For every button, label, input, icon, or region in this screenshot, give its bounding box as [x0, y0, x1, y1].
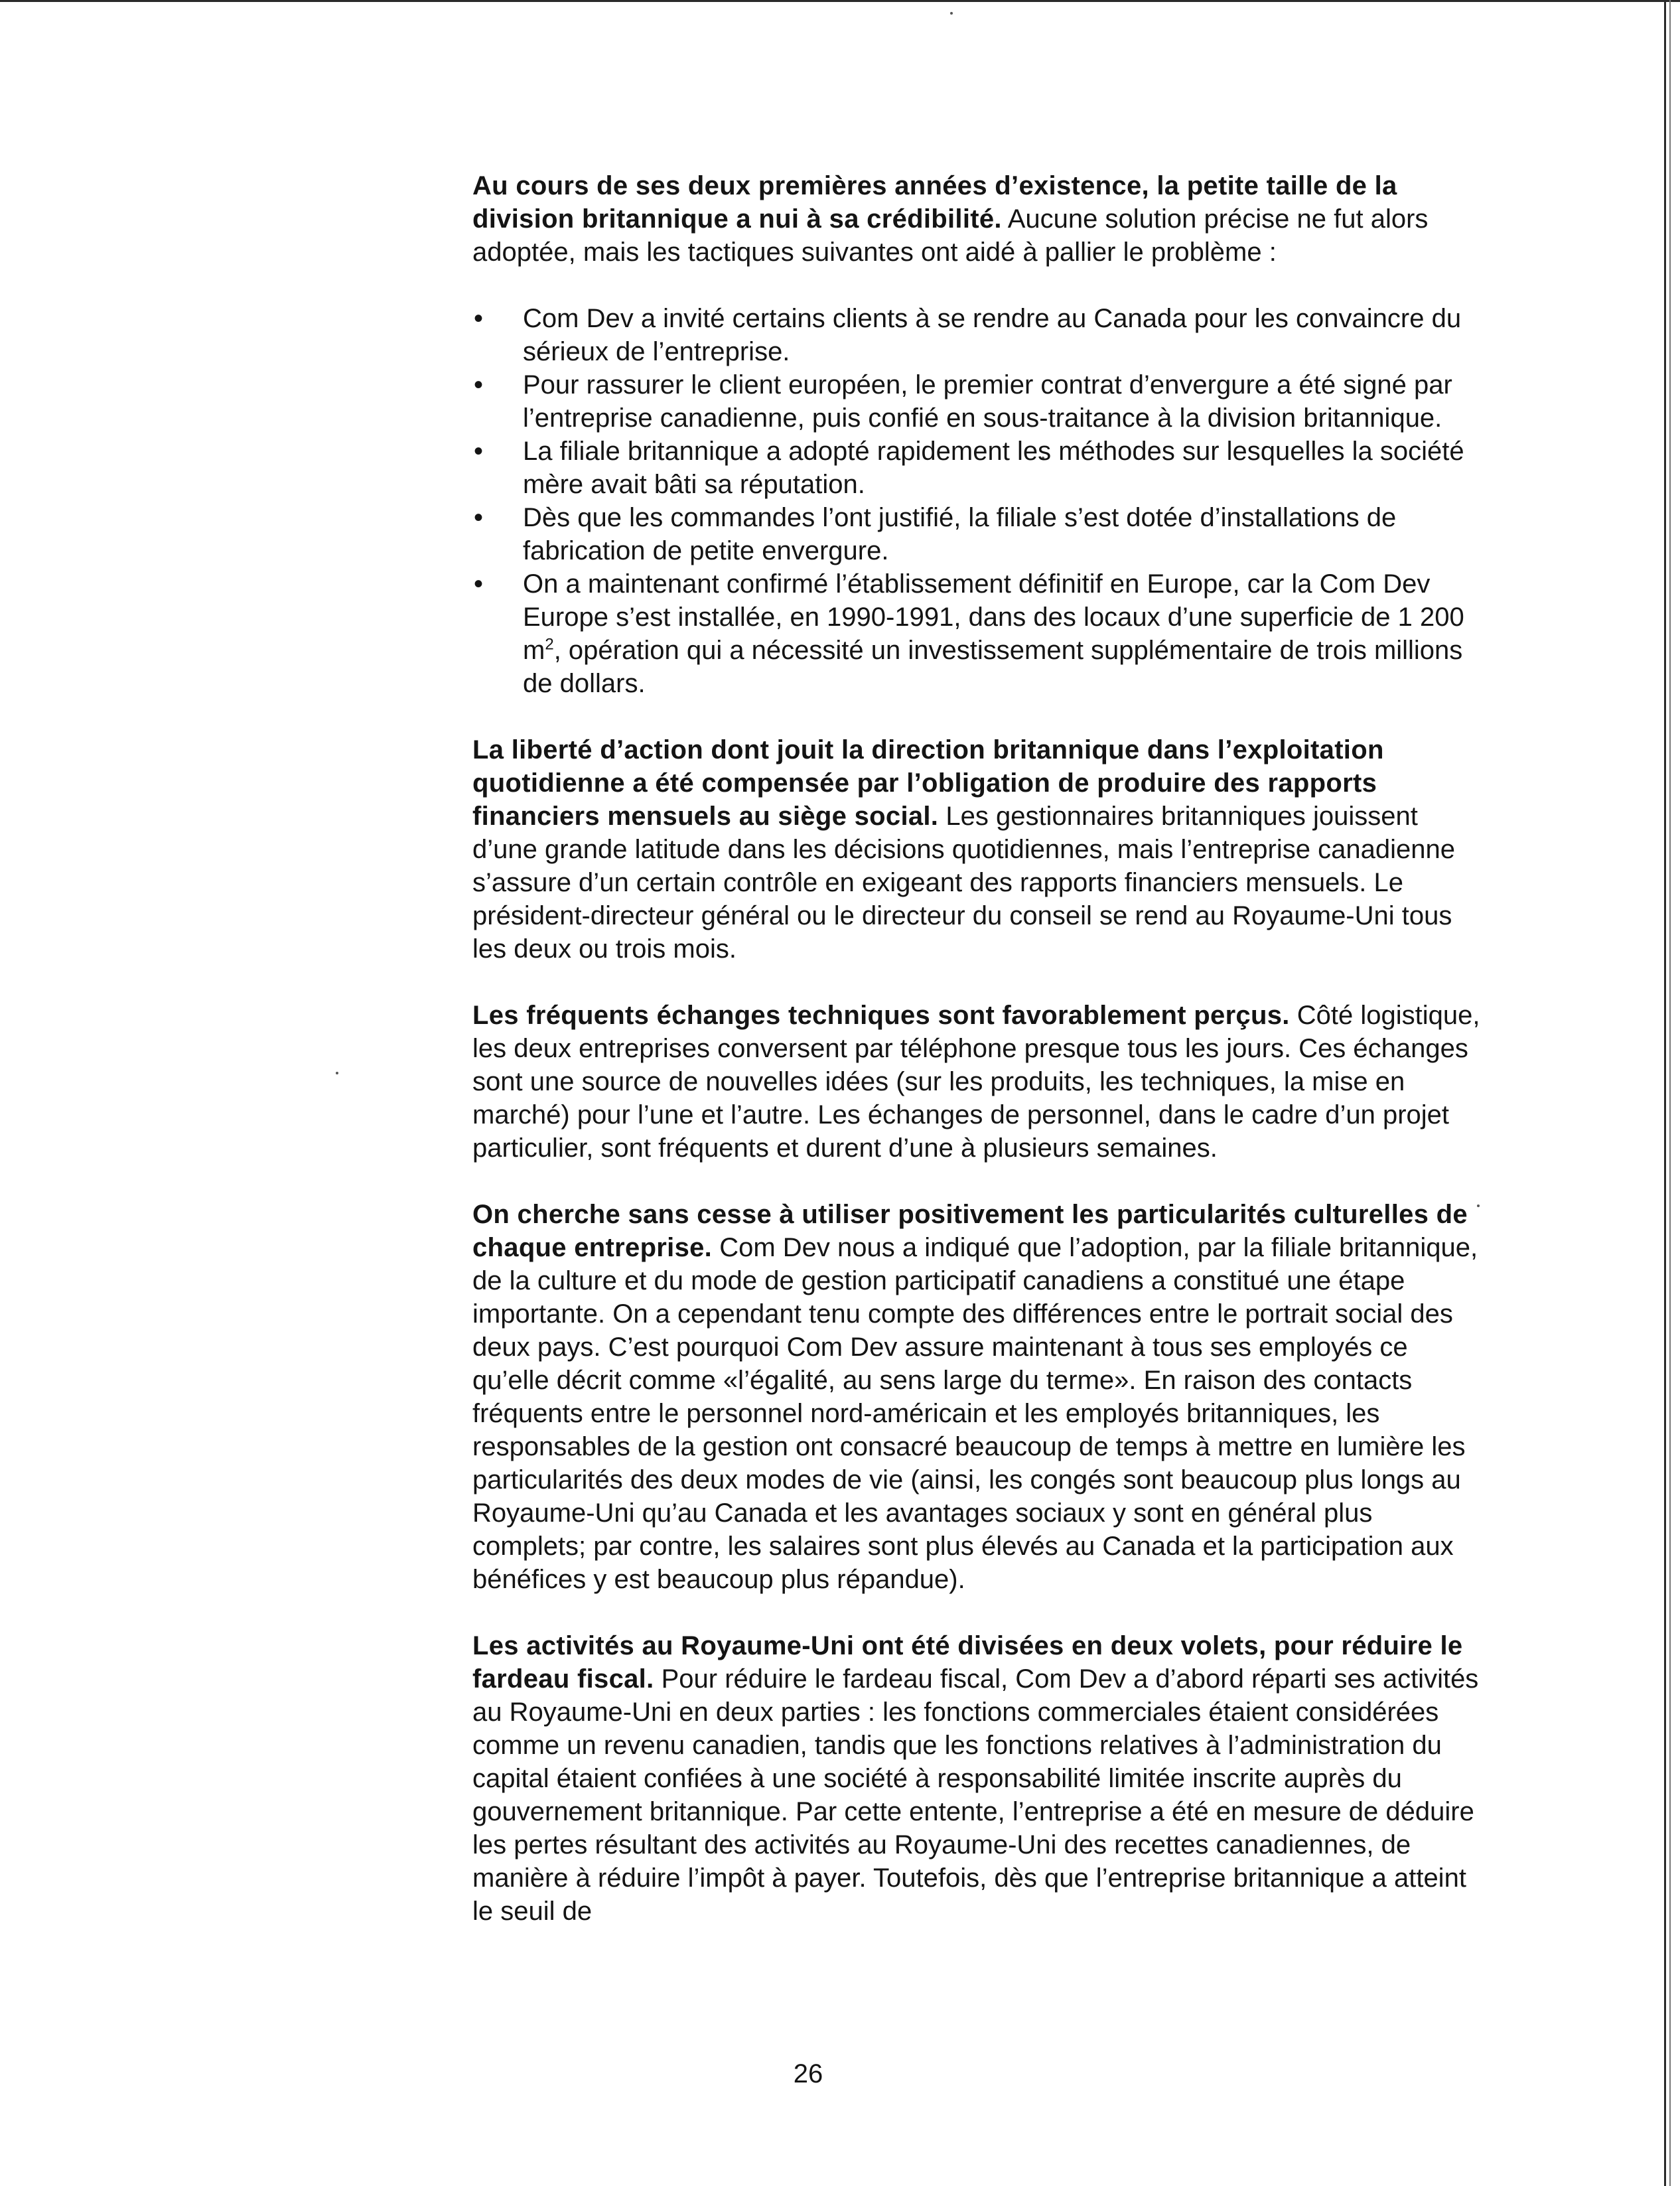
paragraph-tax — [472, 1629, 1481, 1928]
bullet-icon: • — [474, 437, 484, 466]
list-item-text: Pour rassurer le client européen, le premier contrat d’envergure a été signé par l’entreprise canadienne, puis confié en sous-traitance à la division britannique. — [523, 370, 1452, 433]
paragraph-heading: Les activités au Royaume-Uni ont été divisées en deux volets, pour réduire le fardeau fiscal. — [472, 1631, 1463, 1694]
bullet-icon: • — [474, 370, 484, 400]
paragraph-heading: Au cours de ses deux premières années d’existence, la petite taille de la division britannique a nui à sa crédibilité. — [472, 171, 1397, 234]
bullet-icon: • — [474, 569, 484, 599]
list-item-text-after: , opération qui a nécessité un investissement supplémentaire de trois millions de dollars. — [523, 636, 1463, 698]
scan-border-right — [1664, 0, 1666, 2186]
paragraph-text: Com Dev nous a indiqué que l’adoption, par la filiale britannique, de la culture et du mode de gestion participatif canadiens a constitué une étape importante. On a cependant tenu compte des différences entre le portrait social des deux pays. C’est pourquoi Com Dev assure maintenant à tous ses employés ce qu’elle décrit comme «l’égalité, au sens large du terme». En raison des contacts fréquents entre le personnel nord-américain et les employés britanniques, les responsables de la gestion ont consacré beaucoup de temps à mettre en lumière les particularités des deux modes de vie (ainsi, les congés sont beaucoup plus longs au Royaume-Uni qu’au Canada et les avantages sociaux y sont en général plus complets; par contre, les salaires sont plus élevés au Canada et la participation aux bénéfices y est beaucoup plus répandue). — [472, 1233, 1478, 1594]
paragraph-heading: On cherche sans cesse à utiliser positivement les particularités culturelles de chaque entreprise. — [472, 1200, 1468, 1262]
list-item-text-before: On a maintenant confirmé l’établissement définitif en Europe, car la Com Dev Europe s’est installée, en 1990-1991, dans des locaux d’une superficie de 1 200 m — [523, 569, 1464, 665]
tactics-list — [472, 302, 1481, 700]
paragraph-credibility — [472, 169, 1481, 269]
list-item-text: Dès que les commandes l’ont justifié, la filiale s’est dotée d’installations de fabrication de petite envergure. — [523, 503, 1397, 565]
bullet-icon: • — [474, 503, 484, 532]
paragraph-text: Côté logistique, les deux entreprises conversent par téléphone presque tous les jours. Ces échanges sont une source de nouvelles idées (sur les produits, les techniques, la mise en marché) pour l’une et l’autre. Les échanges de personnel, dans le cadre d’un projet particulier, sont fréquents et durent d’une à plusieurs semaines. — [472, 1001, 1480, 1163]
paragraph-heading: Les fréquents échanges techniques sont favorablement perçus. — [472, 1001, 1290, 1030]
scan-speck — [336, 1072, 338, 1074]
scan-speck — [950, 12, 953, 15]
scan-border-top — [0, 0, 1680, 2]
bullet-icon: • — [474, 304, 484, 333]
page-number: 26 — [793, 2059, 823, 2088]
paragraph-culture — [472, 1198, 1481, 1596]
paragraph-exchanges — [472, 999, 1481, 1165]
paragraph-reporting — [472, 733, 1481, 966]
list-item — [472, 501, 1481, 567]
superscript: 2 — [545, 635, 554, 654]
paragraph-text: Les gestionnaires britanniques jouissent d’une grande latitude dans les décisions quotidiennes, mais l’entreprise canadienne s’assure d’un certain contrôle en exigeant des rapports financiers mensuels. Le président-directeur général ou le directeur du conseil se rend au Royaume-Uni tous les deux ou trois mois. — [472, 802, 1455, 964]
list-item-text: Com Dev a invité certains clients à se rendre au Canada pour les convaincre du sérieux de l’entreprise. — [523, 304, 1462, 366]
document-body — [472, 169, 1481, 1961]
list-item — [472, 368, 1481, 435]
list-item — [472, 567, 1481, 700]
list-item — [472, 435, 1481, 501]
paragraph-text: Aucune solution précise ne fut alors adoptée, mais les tactiques suivantes ont aidé à pallier le problème : — [472, 204, 1429, 267]
list-item — [472, 302, 1481, 368]
list-item-text: La filiale britannique a adopté rapidement les méthodes sur lesquelles la société mère avait bâti sa réputation. — [523, 437, 1464, 499]
scan-border-right-inner — [1669, 0, 1671, 2186]
paragraph-heading: La liberté d’action dont jouit la direction britannique dans l’exploitation quotidienne a été compensée par l’obligation de produire des rapports financiers mensuels au siège social. — [472, 735, 1384, 831]
paragraph-text: Pour réduire le fardeau fiscal, Com Dev a d’abord réparti ses activités au Royaume-Uni en deux parties : les fonctions commerciales étaient considérées comme un revenu canadien, tandis que les fonctions relatives à l’administration du capital étaient confiées à une société à responsabilité limitée inscrite auprès du gouvernement britannique. Par cette entente, l’entreprise a été en mesure de déduire les pertes résultant des activités au Royaume-Uni des recettes canadiennes, de manière à réduire l’impôt à payer. Toutefois, dès que l’entreprise britannique a atteint le seuil de — [472, 1664, 1479, 1926]
